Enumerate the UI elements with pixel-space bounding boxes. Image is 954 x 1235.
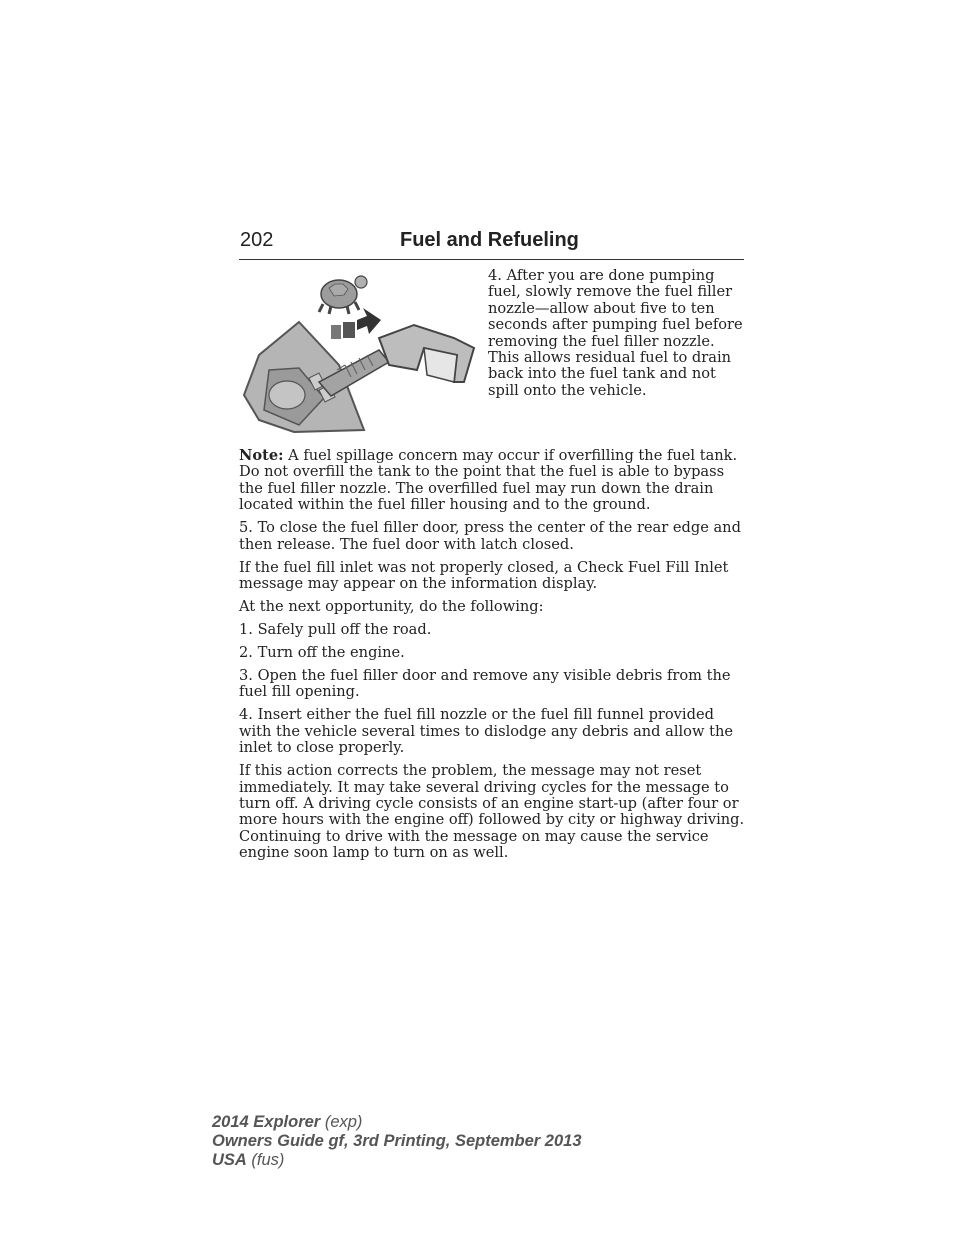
page-number: 202 bbox=[240, 229, 274, 251]
fuel-nozzle-turtle-icon bbox=[239, 270, 479, 435]
paragraph-close-door: 5. To close the fuel filler door, press the center of the rear edge and then release. The fuel door with latch closed. bbox=[239, 519, 741, 553]
section-title: Fuel and Refueling bbox=[400, 229, 579, 251]
list-item: 2. Turn off the engine. bbox=[239, 644, 405, 662]
note-text: A fuel spillage concern may occur if overfilling the fuel tank. Do not overfill the tank to the point that the fuel is able to bypass the fuel filler nozzle. The overfilled fuel may run down the drain located within the fuel filler housing and to the ground. bbox=[239, 447, 738, 514]
paragraph-check-fuel-inlet: If the fuel fill inlet was not properly closed, a Check Fuel Fill Inlet message may appear on the information display. bbox=[239, 558, 729, 593]
page-header bbox=[239, 229, 744, 260]
step-4-paragraph: 4. After you are done pumping fuel, slowly remove the fuel filler nozzle—allow about five to ten seconds after pumping fuel before removing the fuel filler nozzle. This allows residual fuel to drain back into the fuel tank and not spill onto the vehicle. bbox=[488, 267, 743, 399]
note-paragraph bbox=[239, 448, 747, 514]
fuel-nozzle-illustration bbox=[239, 270, 479, 435]
paragraph-driving-cycle: If this action corrects the problem, the message may not reset immediately. It may take several driving cycles for the message to turn off. A driving cycle consists of an engine start-up (after four or more hours with the engine off) followed by city or highway driving. Continuing to drive with the message on may cause the service engine soon lamp to turn on as well. bbox=[239, 762, 745, 862]
note-label: Note: bbox=[239, 447, 284, 464]
footer-line-3: USA (fus) bbox=[212, 1151, 285, 1169]
footer-line-2: Owners Guide gf, 3rd Printing, September 2013 bbox=[212, 1132, 582, 1150]
paragraph-next-opportunity: At the next opportunity, do the following: bbox=[239, 598, 544, 616]
footer-line-1: 2014 Explorer (exp) bbox=[212, 1113, 363, 1131]
page-footer bbox=[212, 1113, 582, 1170]
body-text bbox=[239, 448, 747, 868]
list-item: 3. Open the fuel filler door and remove any visible debris from the fuel fill opening. bbox=[239, 667, 731, 701]
list-item: 4. Insert either the fuel fill nozzle or the fuel fill funnel provided with the vehicle several times to dislodge any debris and allow the inlet to close properly. bbox=[239, 706, 733, 757]
list-item: 1. Safely pull off the road. bbox=[239, 621, 432, 639]
